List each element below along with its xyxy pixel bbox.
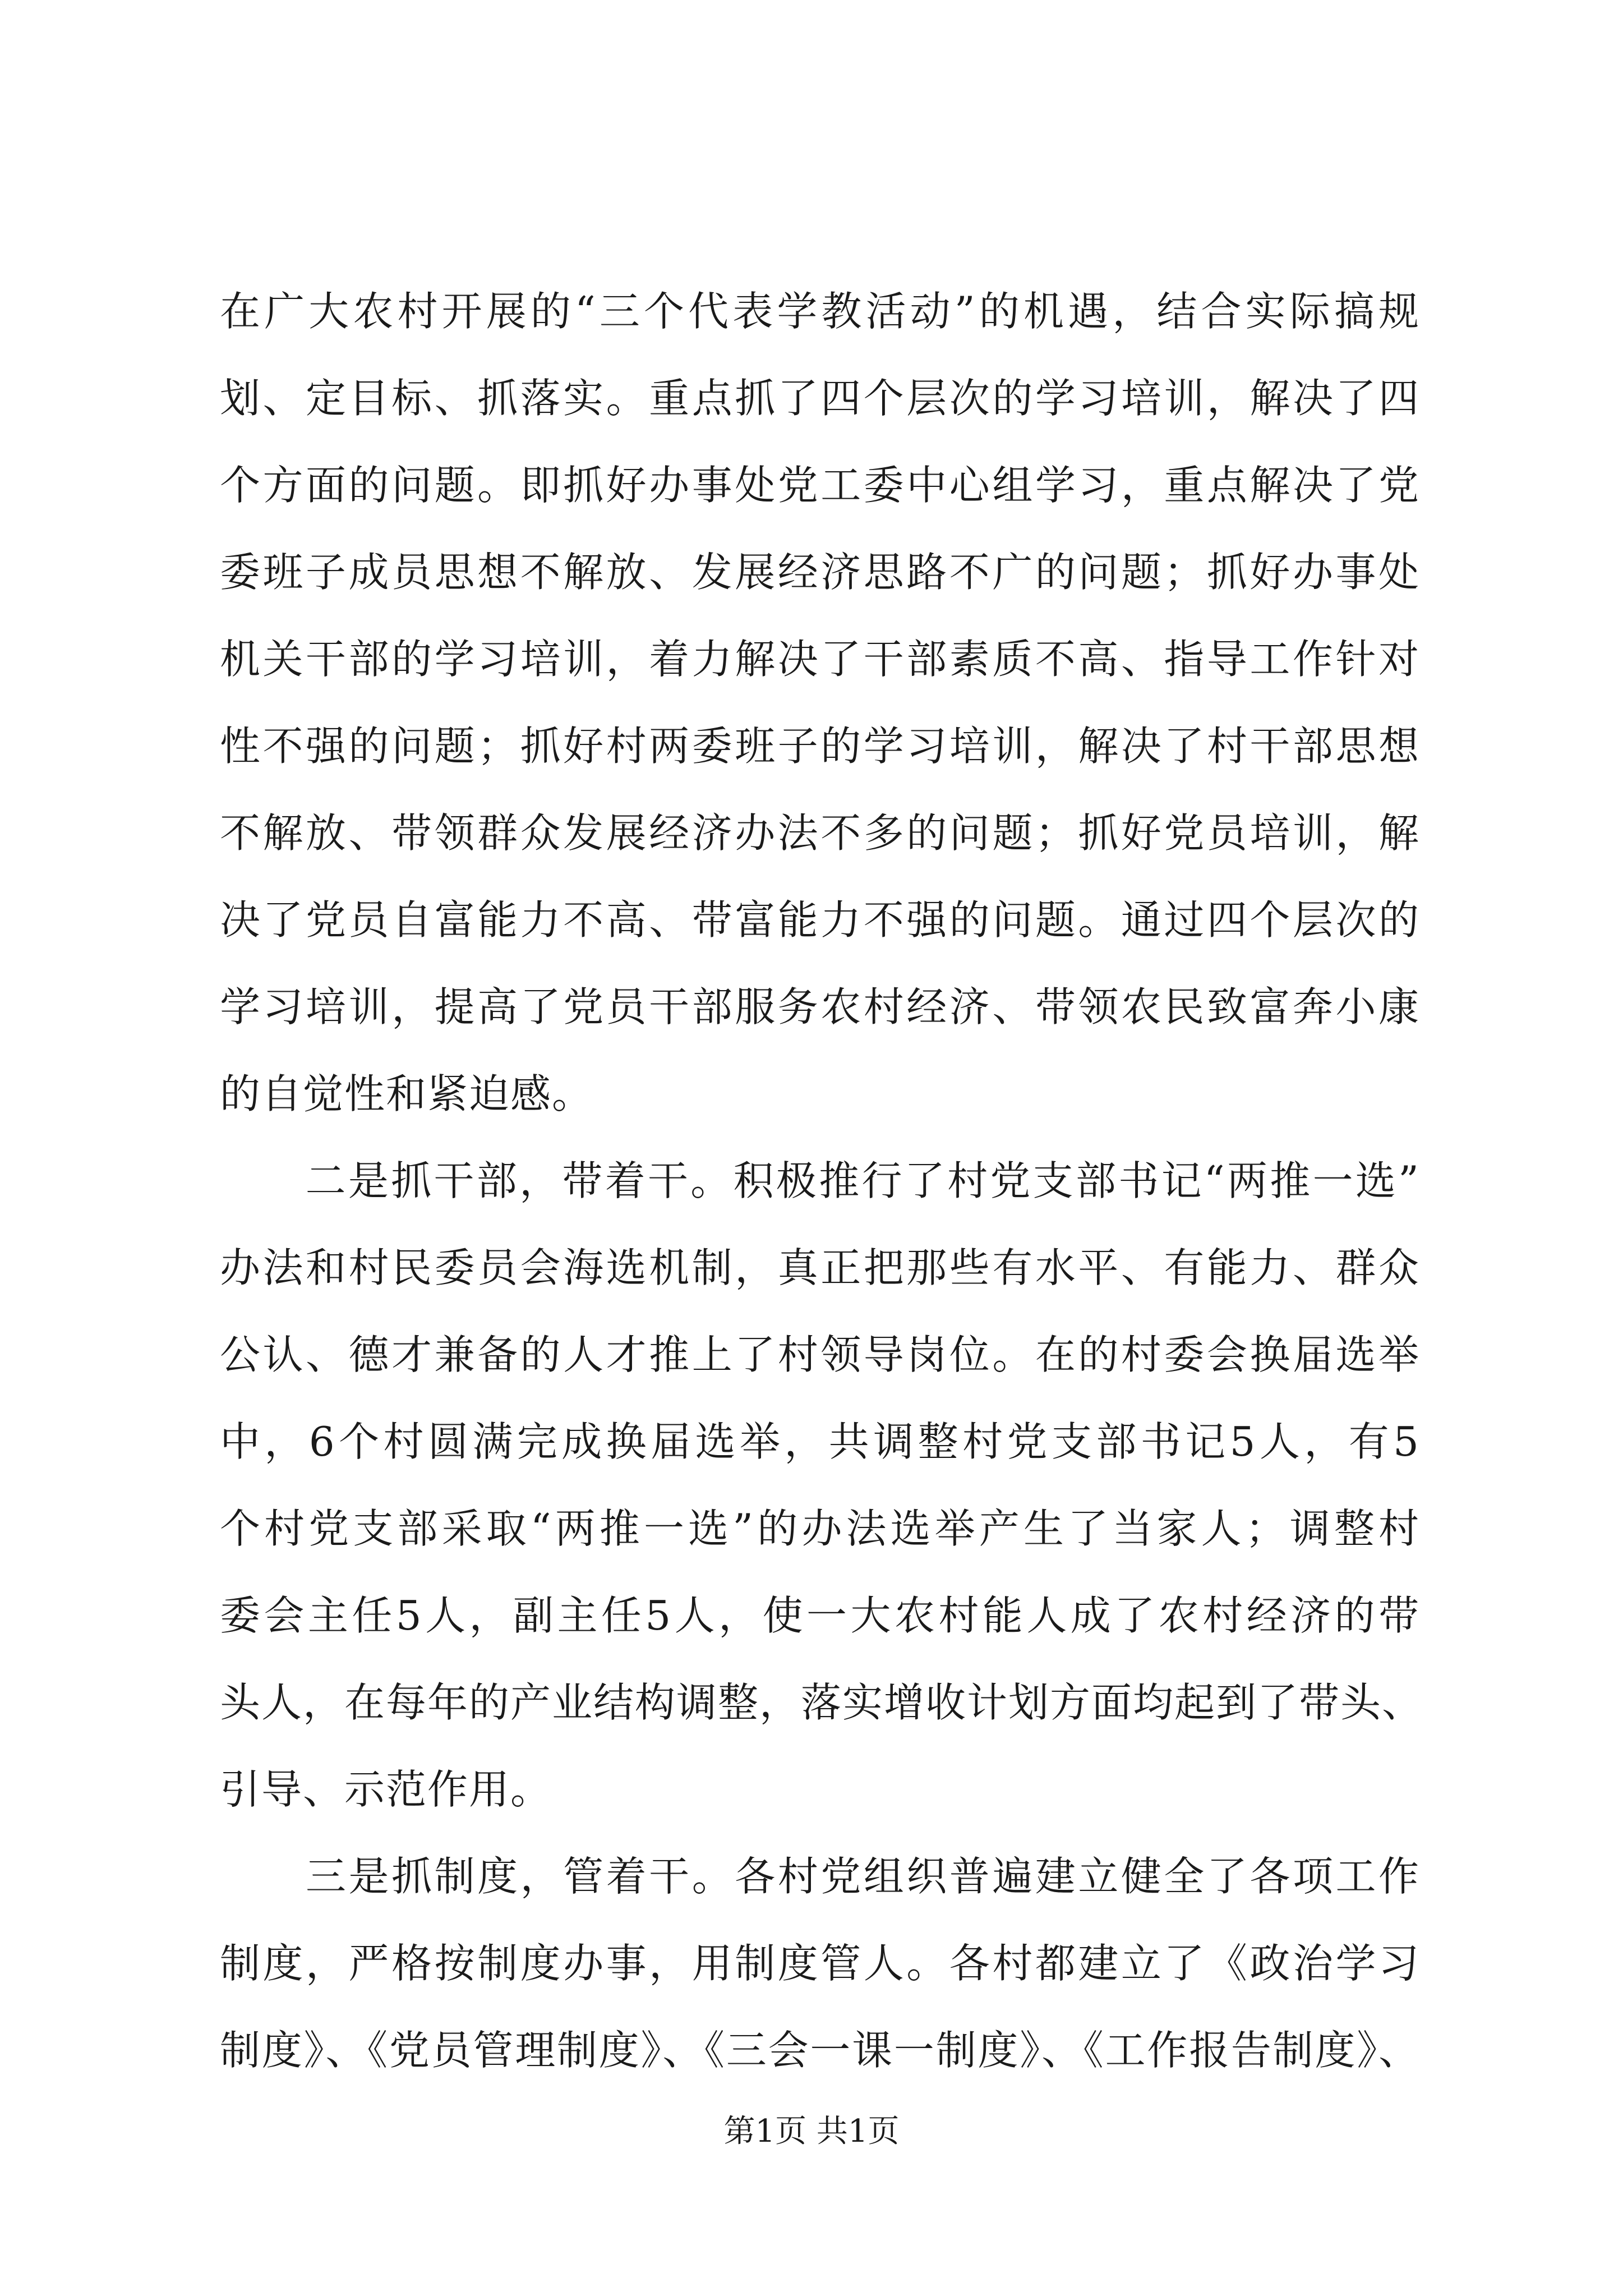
page-footer bbox=[0, 2109, 1623, 2154]
page-number: 第1页 共1页 bbox=[723, 2113, 900, 2150]
text-line: 头人，在每年的产业结构调整，落实增收计划方面均起到了带头、 bbox=[220, 1679, 1424, 1726]
text-line: 公认、德才兼备的人才推上了村领导岗位。在的村委会换届选举 bbox=[220, 1331, 1420, 1378]
text-line: 学习培训，提高了党员干部服务农村经济、带领农民致富奔小康 bbox=[220, 983, 1420, 1030]
text-line: 三是抓制度，管着干。各村党组织普遍建立健全了各项工作 bbox=[220, 1853, 1420, 1900]
text-line: 委班子成员思想不解放、发展经济思路不广的问题；抓好办事处 bbox=[220, 549, 1420, 596]
text-line: 制度》、《党员管理制度》、《三会一课一制度》、《工作报告制度》、 bbox=[220, 2027, 1420, 2074]
text-line: 个村党支部采取“两推一选”的办法选举产生了当家人；调整村 bbox=[220, 1505, 1420, 1552]
text-line: 划、定目标、抓落实。重点抓了四个层次的学习培训，解决了四 bbox=[220, 375, 1420, 422]
text-line: 委会主任5人，副主任5人，使一大农村能人成了农村经济的带 bbox=[220, 1592, 1420, 1639]
paragraph-3 bbox=[220, 1833, 1420, 2094]
text-line: 个方面的问题。即抓好办事处党工委中心组学习，重点解决了党 bbox=[220, 462, 1420, 509]
paragraph-2 bbox=[220, 1138, 1424, 1833]
paragraph-1 bbox=[220, 268, 1420, 1138]
text-line: 办法和村民委员会海选机制，真正把那些有水平、有能力、群众 bbox=[220, 1244, 1420, 1291]
text-line: 决了党员自富能力不高、带富能力不强的问题。通过四个层次的 bbox=[220, 896, 1420, 944]
text-line: 中，6个村圆满完成换届选举，共调整村党支部书记5人，有5 bbox=[220, 1418, 1420, 1465]
text-line: 性不强的问题；抓好村两委班子的学习培训，解决了村干部思想 bbox=[220, 723, 1420, 770]
text-line: 不解放、带领群众发展经济办法不多的问题；抓好党员培训，解 bbox=[220, 809, 1420, 857]
text-line: 在广大农村开展的“三个代表学教活动”的机遇，结合实际搞规 bbox=[220, 288, 1420, 335]
text-line: 制度，严格按制度办事，用制度管人。各村都建立了《政治学习 bbox=[220, 1940, 1420, 1987]
text-line: 机关干部的学习培训，着力解决了干部素质不高、指导工作针对 bbox=[220, 636, 1420, 683]
text-line: 二是抓干部，带着干。积极推行了村党支部书记“两推一选” bbox=[220, 1157, 1420, 1204]
text-line: 的自觉性和紧迫感。 bbox=[220, 1070, 594, 1117]
text-line: 引导、示范作用。 bbox=[220, 1766, 552, 1813]
document-body bbox=[220, 268, 1424, 2094]
